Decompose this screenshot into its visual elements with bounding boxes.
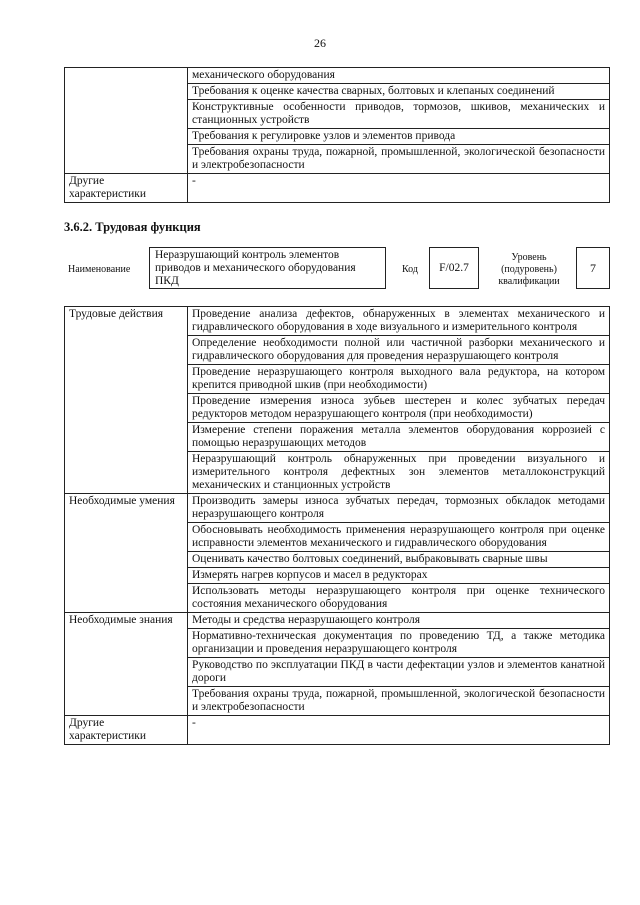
name-label: Наименование [68, 264, 131, 275]
table-cell: Неразрушающий контроль обнаруженных при проведении визуального и измерительного контроля дефектных зон элементов металлоконструкций механических и станционных устройств [188, 452, 610, 494]
table-cell: Определение необходимости полной или частичной разборки механического и гидравлического оборудования для проведения неразрушающего контроля [188, 336, 610, 365]
table-cell: Использовать методы неразрушающего контроля при оценке технического состояния механического оборудования [188, 584, 610, 613]
group-label-skills: Необходимые умения [65, 494, 188, 613]
group-label-knowledge: Необходимые знания [65, 613, 188, 716]
table-cell: Требования охраны труда, пожарной, промышленной, экологической безопасности и электробезопасности [188, 687, 610, 716]
code-label: Код [402, 264, 418, 275]
table-cell: Конструктивные особенности приводов, тормозов, шкивов, механических и станционных устройств [188, 100, 610, 129]
table-cell: Требования к оценке качества сварных, болтовых и клепаных соединений [188, 84, 610, 100]
function-name-box: Неразрушающий контроль элементов приводов и механического оборудования ПКД [149, 247, 386, 289]
section-heading: 3.6.2. Трудовая функция [64, 220, 201, 234]
level-label: Уровень (подуровень) квалификации [498, 252, 560, 287]
table-cell: Проведение анализа дефектов, обнаруженных в элементах механического и гидравлического оборудования в ходе визуального и измерительного контроля [188, 307, 610, 336]
other-characteristics-label: Другие характеристики [65, 174, 188, 203]
group-label-actions: Трудовые действия [65, 307, 188, 494]
table-cell: Руководство по эксплуатации ПКД в части дефектации узлов и элементов канатной дороги [188, 658, 610, 687]
table-row [65, 174, 610, 203]
table-row [65, 613, 610, 629]
table-row [65, 307, 610, 336]
table-cell: Методы и средства неразрушающего контроля [188, 613, 610, 629]
table-cell: механического оборудования [188, 68, 610, 84]
page-number: 26 [314, 36, 326, 50]
table-row [65, 494, 610, 523]
table-cell: Оценивать качество болтовых соединений, выбраковывать сварные швы [188, 552, 610, 568]
table-row [65, 68, 610, 84]
other-characteristics-value: - [188, 716, 610, 745]
labor-function-table [64, 306, 610, 745]
table-cell: Обосновывать необходимость применения неразрушающего контроля при оценке исправности элементов механического и гидравлического оборудования [188, 523, 610, 552]
table-cell: Требования к регулировке узлов и элементов привода [188, 129, 610, 145]
table-cell: Измерение степени поражения металла элементов оборудования коррозией с помощью неразрушающих методов [188, 423, 610, 452]
top-continuation-table [64, 67, 610, 203]
category-cell-continued [65, 68, 188, 174]
table-cell: Требования охраны труда, пожарной, промышленной, экологической безопасности и электробезопасности [188, 145, 610, 174]
other-characteristics-value: - [188, 174, 610, 203]
table-cell: Проведение измерения износа зубьев шестерен и колес зубчатых передач редукторов методом неразрушающего контроля (при необходимости) [188, 394, 610, 423]
table-cell: Измерять нагрев корпусов и масел в редукторах [188, 568, 610, 584]
table-cell: Производить замеры износа зубчатых передач, тормозных обкладок методами неразрушающего контроля [188, 494, 610, 523]
table-row [65, 716, 610, 745]
table-cell: Проведение неразрушающего контроля выходного вала редуктора, на котором крепится приводной шкив (при необходимости) [188, 365, 610, 394]
other-characteristics-label: Другие характеристики [65, 716, 188, 745]
code-box: F/02.7 [429, 247, 479, 289]
table-cell: Нормативно-техническая документация по проведению ТД, а также методика организации и проведения неразрушающего контроля [188, 629, 610, 658]
level-box: 7 [576, 247, 610, 289]
